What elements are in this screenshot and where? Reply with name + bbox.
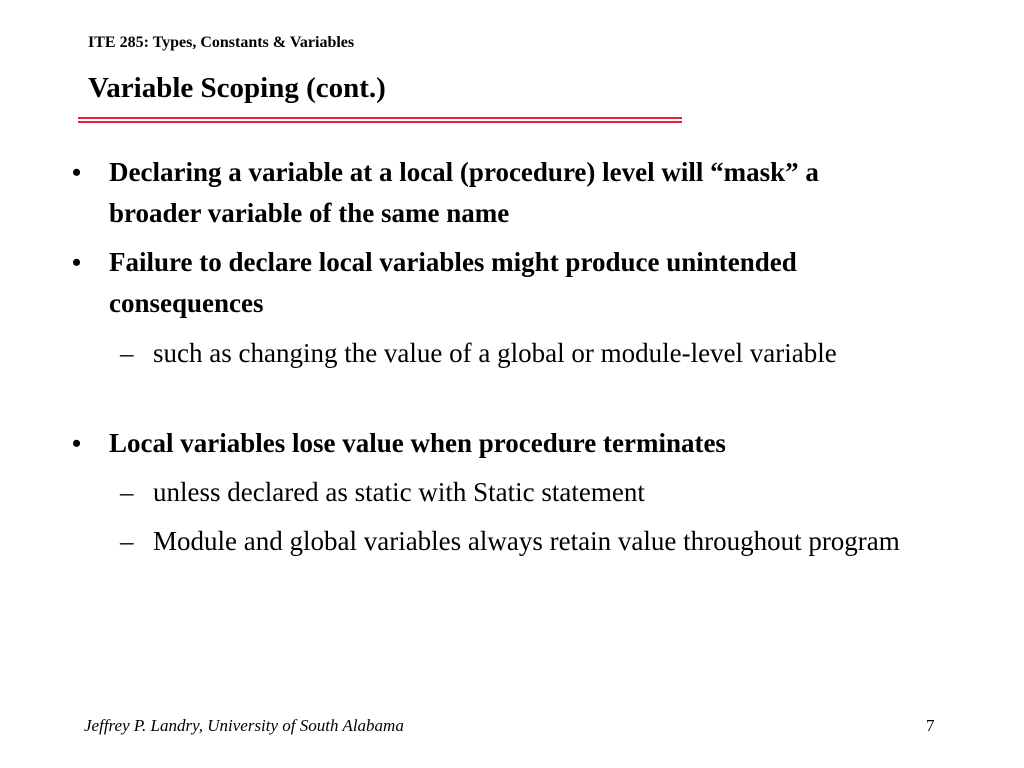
sub-bullet-text: such as changing the value of a global or module-level variable xyxy=(153,338,837,368)
page-number: 7 xyxy=(926,716,935,735)
bullet-marker: • xyxy=(72,248,82,277)
slide-title: Variable Scoping (cont.) xyxy=(88,72,386,104)
sub-bullet-marker: – xyxy=(120,477,134,507)
title-underline-bottom xyxy=(78,121,682,123)
sub-bullet-marker: – xyxy=(120,338,134,368)
footer-author: Jeffrey P. Landry, University of South Alabama xyxy=(84,716,404,735)
course-header: ITE 285: Types, Constants & Variables xyxy=(88,34,355,51)
sub-bullet-text: Module and global variables always retain value throughout program xyxy=(153,526,900,556)
bullet-text: Local variables lose value when procedure terminates xyxy=(109,428,726,458)
sub-bullet-text: unless declared as static with Static statement xyxy=(153,477,645,507)
bullet-text: Failure to declare local variables might produce unintended consequences xyxy=(109,247,797,318)
bullet-marker: • xyxy=(72,158,82,187)
title-underline xyxy=(78,117,682,123)
sub-bullet-marker: – xyxy=(120,526,134,556)
bullet-marker: • xyxy=(72,429,82,458)
title-underline-top xyxy=(78,117,682,119)
bullet-text: Declaring a variable at a local (procedure) level will “mask” a broader variable of the same name xyxy=(109,157,819,228)
